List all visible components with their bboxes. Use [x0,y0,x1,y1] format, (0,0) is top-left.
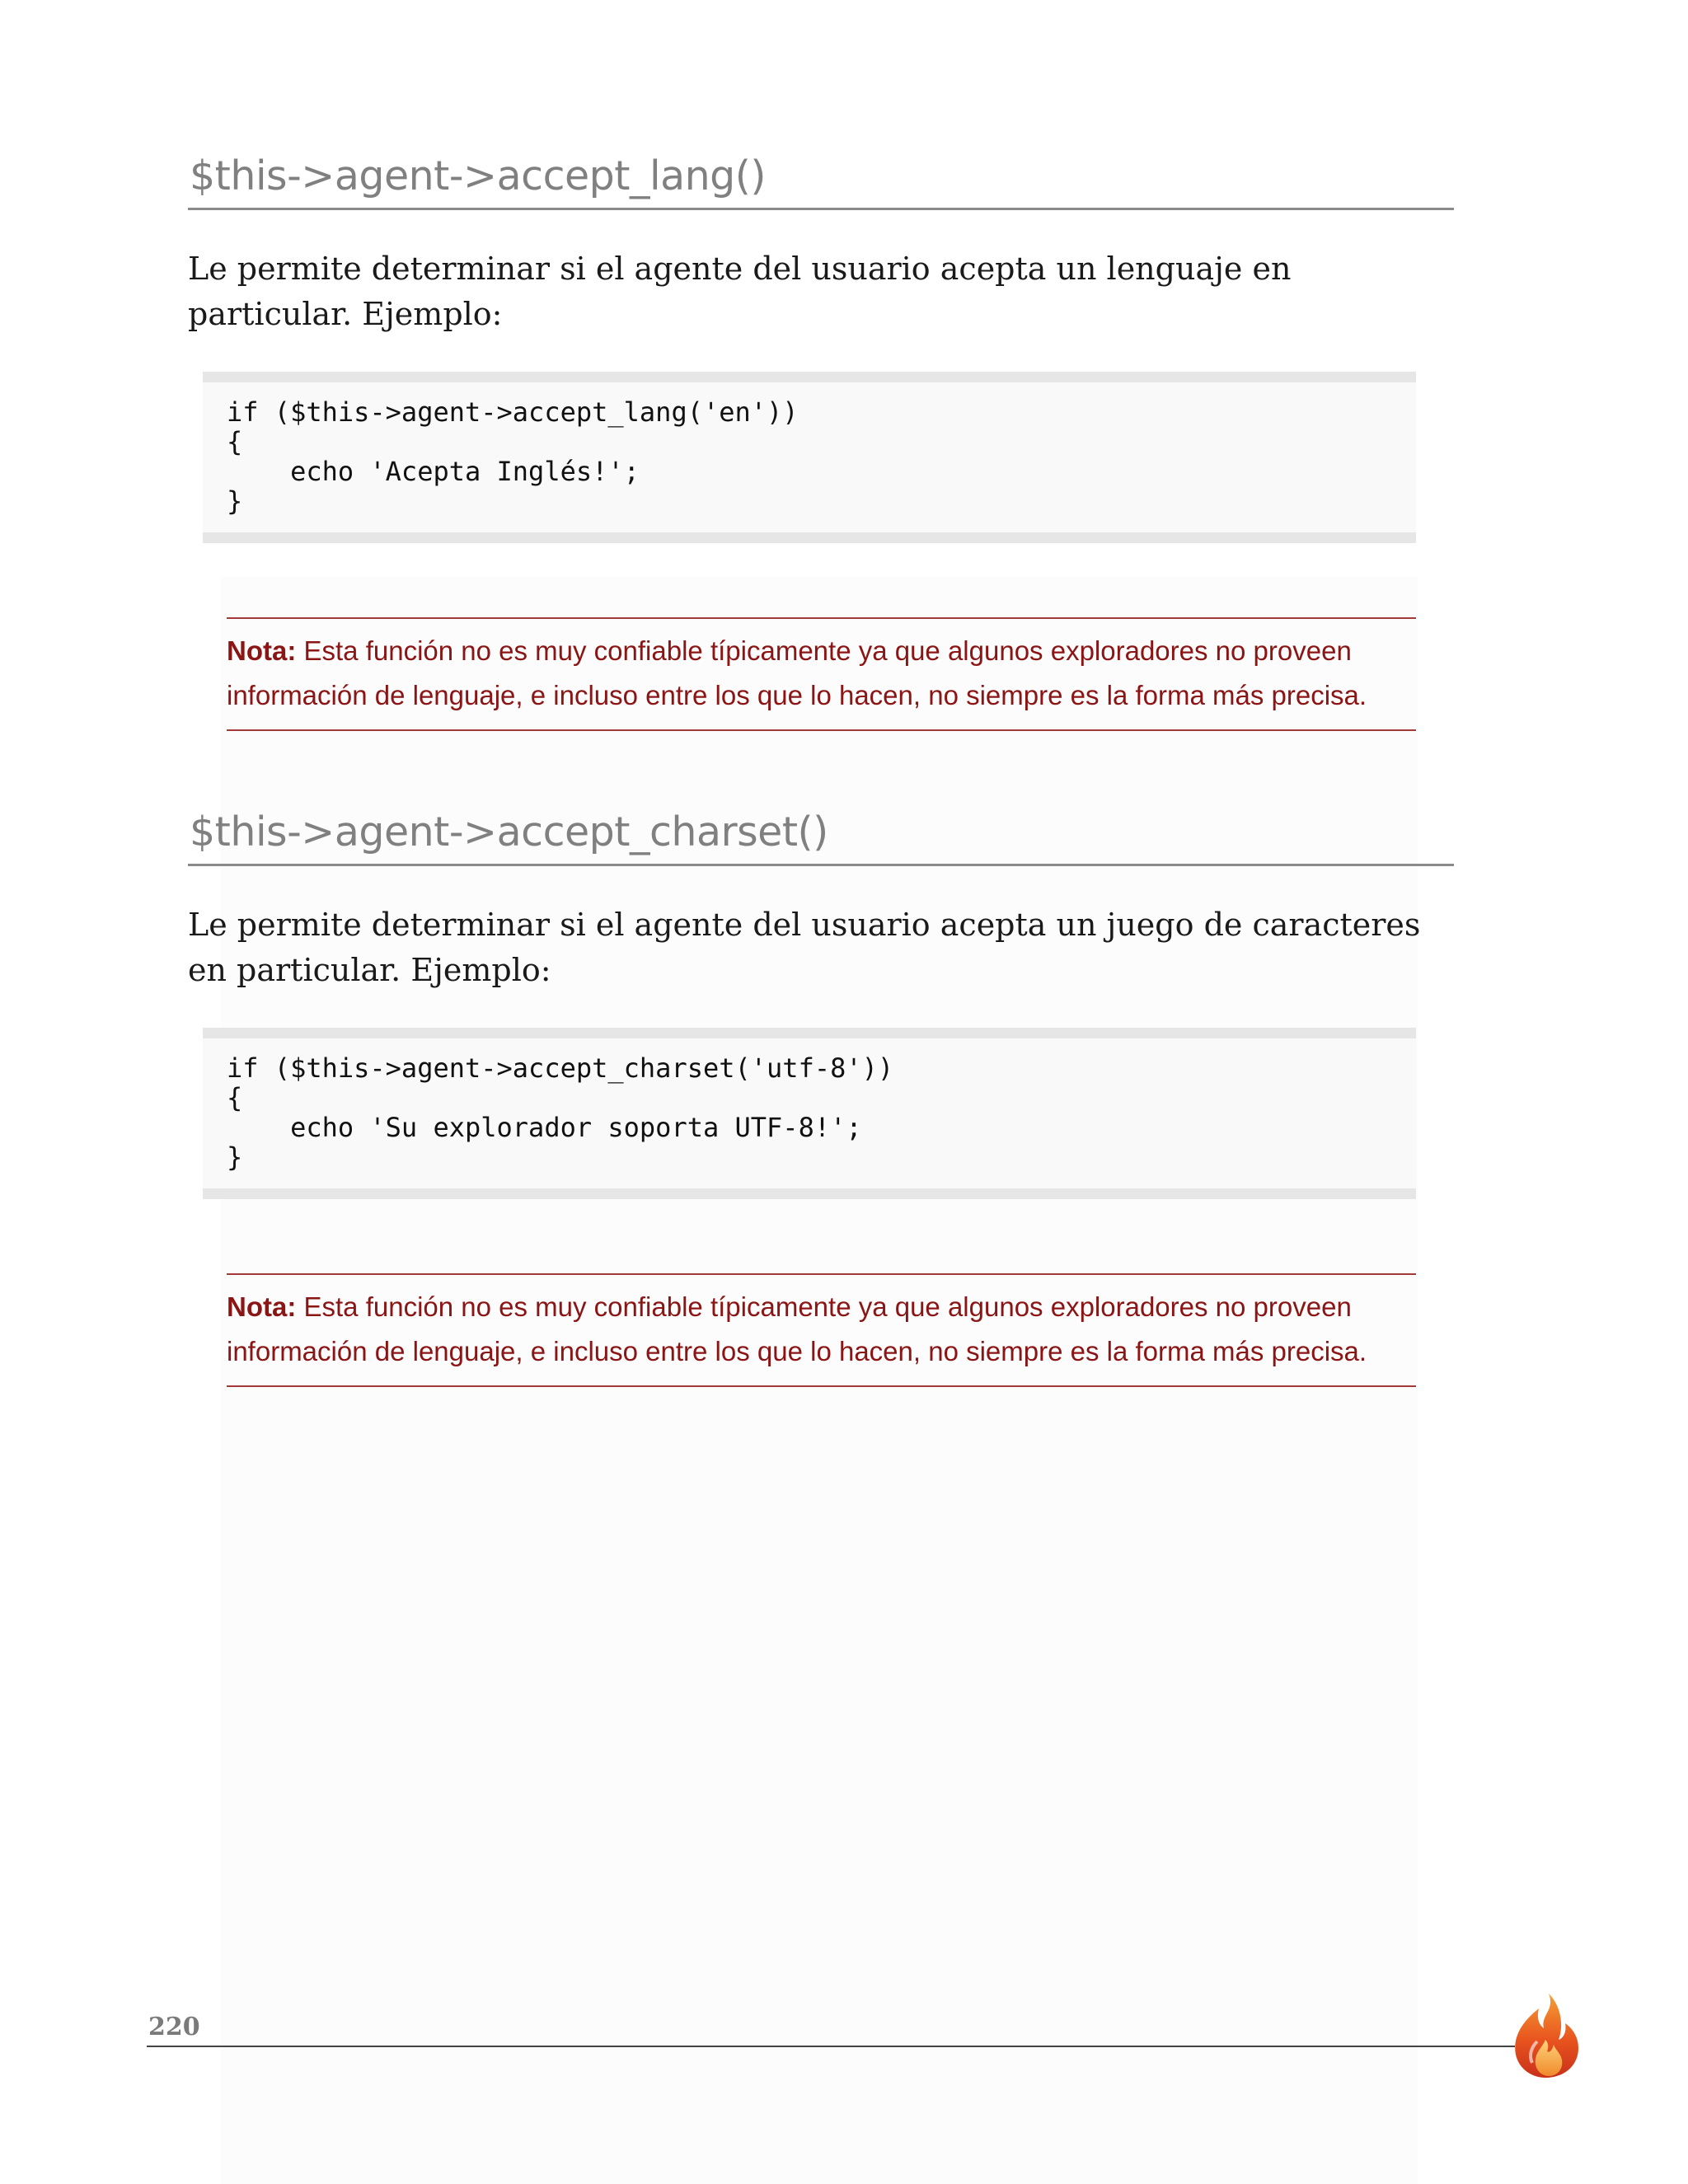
code-line: { [227,426,243,457]
section-heading: $this->agent->accept_lang() [188,145,1454,210]
note-box [227,617,1416,731]
section-heading: $this->agent->accept_charset() [188,801,1454,866]
code-example [203,1028,1416,1199]
code-line: if ($this->agent->accept_charset('utf-8')) [227,1052,894,1084]
note-label: Nota: [227,1291,297,1322]
code-line: echo 'Su explorador soporta UTF-8!'; [227,1112,862,1143]
code-line: echo 'Acepta Inglés!'; [227,456,640,487]
code-line: if ($this->agent->accept_lang('en')) [227,396,799,428]
footer-rule [147,2046,1515,2047]
code-example [203,372,1416,543]
code-line: } [227,1141,243,1173]
note-text: Esta función no es muy confiable típicamente ya que algunos exploradores no proveen información de lenguaje, e incluso entre los que lo hacen, no siempre es la forma más precisa. [227,635,1367,710]
section-description: Le permite determinar si el agente del usuario acepta un juego de caracteres en particular. Ejemplo: [188,907,1421,988]
note-label: Nota: [227,635,297,666]
note-text: Esta función no es muy confiable típicamente ya que algunos exploradores no proveen información de lenguaje, e incluso entre los que lo hacen, no siempre es la forma más precisa. [227,1291,1367,1366]
page-footer [147,2011,1531,2047]
section-accept-lang [188,145,1454,731]
section-description: Le permite determinar si el agente del usuario acepta un lenguaje en particular. Ejemplo: [188,251,1292,332]
page-number: 220 [148,2013,200,2041]
codeigniter-flame-icon [1504,1990,1587,2081]
section-accept-charset [188,801,1454,1387]
code-line: } [227,485,243,517]
note-box [227,1273,1416,1387]
code-line: { [227,1082,243,1113]
